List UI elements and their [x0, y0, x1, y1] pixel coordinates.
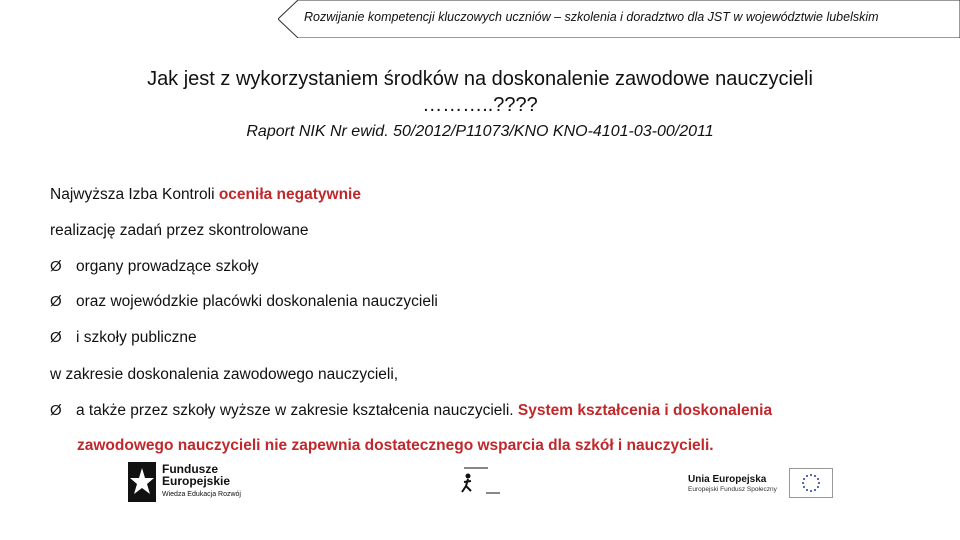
intro-plain: Najwyższa Izba Kontroli: [50, 186, 219, 203]
bullet-item: [50, 293, 438, 311]
bullet-item: [50, 258, 259, 276]
title-line-2: ………..????: [422, 94, 538, 116]
bullet-highlight: System kształcenia i doskonalenia: [517, 402, 773, 419]
bullet-continuation: zawodowego nauczycieli nie zapewnia dostatecznego wsparcia dla szkół i nauczycieli.: [77, 437, 714, 454]
intro-highlight: oceniła negatywnie: [218, 186, 361, 203]
banner-text: Rozwijanie kompetencji kluczowych uczniów – szkolenia i doradztwo dla JST w województwie lubelskim: [304, 10, 879, 24]
arrow-bullet-icon: Ø: [50, 402, 62, 419]
ue-logo-line-2: Europejski Fundusz Społeczny: [688, 485, 777, 493]
arrow-bullet-icon: Ø: [50, 258, 62, 275]
eu-flag-icon: [789, 468, 833, 498]
eu-stars-icon: [790, 469, 832, 497]
report-reference: Raport NIK Nr ewid. 50/2012/P11073/KNO KNO-4101-03-00/2011: [246, 123, 714, 140]
bullet-item: [50, 402, 772, 420]
arrow-bullet-icon: Ø: [50, 293, 62, 310]
intro-line: [50, 186, 361, 204]
bullet-text: organy prowadzące szkoły: [76, 258, 259, 275]
arrow-bullet-icon: Ø: [50, 329, 62, 346]
bullet-text: oraz wojewódzkie placówki doskonalenia nauczycieli: [76, 293, 438, 310]
title-line-1: Jak jest z wykorzystaniem środków na doskonalenie zawodowe nauczycieli: [147, 68, 813, 90]
bullet-text: i szkoły publiczne: [76, 329, 197, 346]
bullet-item: [50, 329, 197, 347]
fe-logo-line-3: Wiedza Edukacja Rozwój: [162, 491, 241, 498]
bullet-text: a także przez szkoły wyższe w zakresie kształcenia nauczycieli.: [76, 402, 518, 419]
header-banner: [278, 0, 960, 38]
body-line: w zakresie doskonalenia zawodowego nauczycieli,: [50, 366, 399, 383]
ue-logo-line-1: Unia Europejska: [688, 473, 767, 485]
fundusze-europejskie-logo: [128, 460, 241, 504]
fe-logo-line-2: Europejskie: [162, 474, 231, 488]
partner-logo: [456, 464, 506, 498]
body-line: realizację zadań przez skontrolowane: [50, 222, 309, 239]
fe-star-icon: [128, 462, 156, 502]
page-title: [0, 66, 960, 118]
running-figure-icon: [456, 464, 506, 498]
fe-logo-line-1: Fundusze: [162, 462, 218, 476]
unia-europejska-logo: [688, 468, 833, 498]
